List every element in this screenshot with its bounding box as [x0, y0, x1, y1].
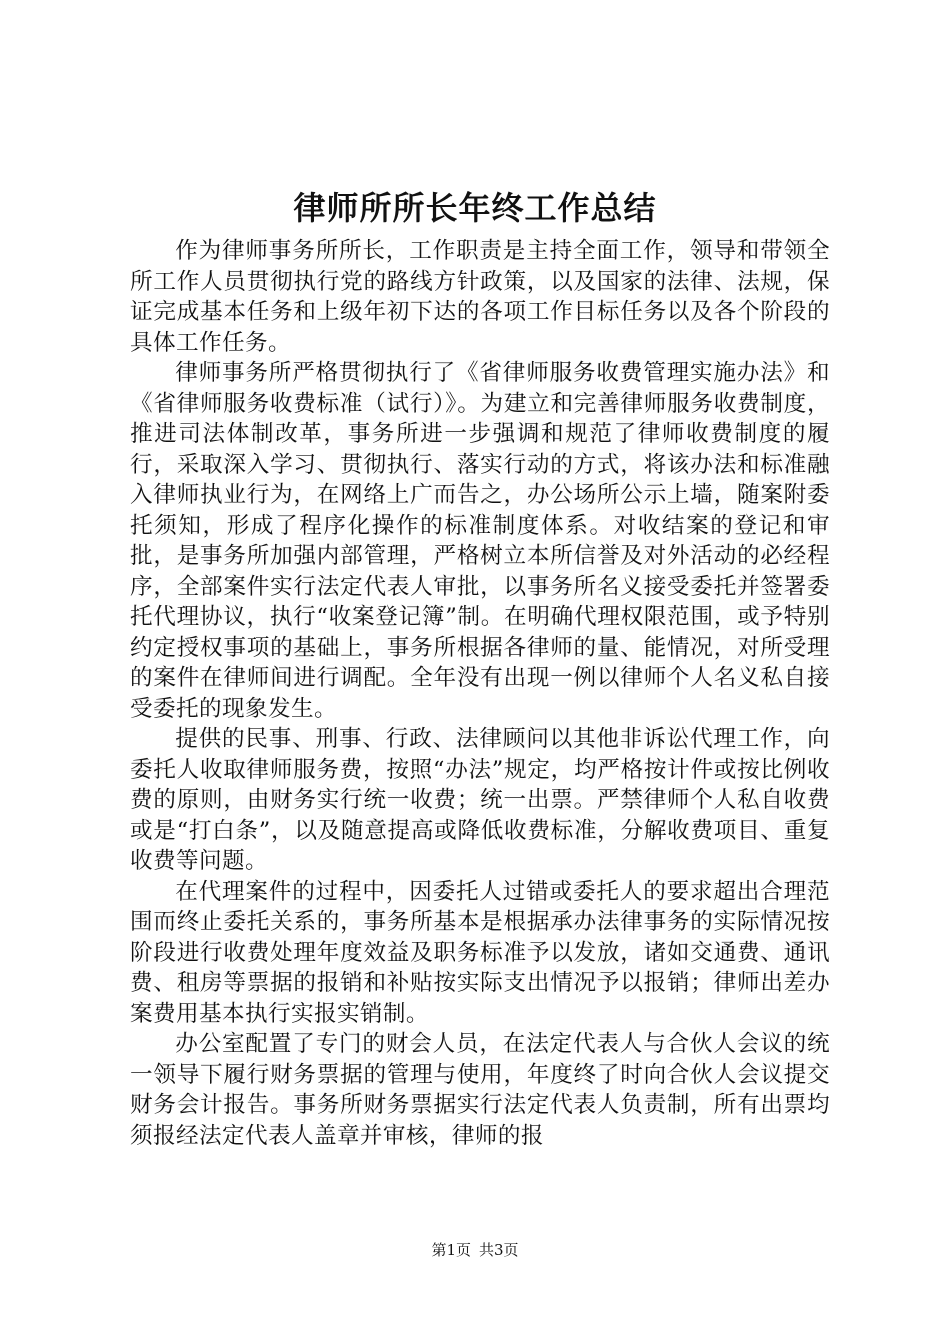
paragraph: 办公室配置了专门的财会人员，在法定代表人与合伙人会议的统一领导下履行财务票据的管理与使用，年度终了时向合伙人会议提交财务会计报告。事务所财务票据实行法定代表人负责制，所有出票均须报经法定代表人盖章并审核，律师的报	[130, 1031, 830, 1149]
paragraph: 律师事务所严格贯彻执行了《省律师服务收费管理实施办法》和《省律师服务收费标准（试行）》。为建立和完善律师服务收费制度，推进司法体制改革，事务所进一步强调和规范了律师收费制度的履行，采取深入学习、贯彻执行、落实行动的方式，将该办法和标准融入律师执业行为，在网络上广而告之，办公场所公示上墙，随案附委托须知，形成了程序化操作的标准制度体系。对收结案的登记和审批，是事务所加强内部管理，严格树立本所信誉及对外活动的必经程序，全部案件实行法定代表人审批，以事务所名义接受委托并签署委托代理协议，执行“收案登记簿”制。在明确代理权限范围，或予特别约定授权事项的基础上，事务所根据各律师的量、能情况，对所受理的案件在律师间进行调配。全年没有出现一例以律师个人名义私自接受委托的现象发生。	[130, 360, 830, 722]
document-title: 律师所所长年终工作总结	[293, 189, 657, 227]
document-body	[130, 236, 830, 1151]
paragraph: 作为律师事务所所长，工作职责是主持全面工作，领导和带领全所工作人员贯彻执行党的路线方针政策，以及国家的法律、法规，保证完成基本任务和上级年初下达的各项工作目标任务以及各个阶段的具体工作任务。	[130, 238, 830, 356]
paragraph: 在代理案件的过程中，因委托人过错或委托人的要求超出合理范围而终止委托关系的，事务所基本是根据承办法律事务的实际情况按阶段进行收费处理年度效益及职务标准予以发放，诸如交通费、通讯费、租房等票据的报销和补贴按实际支出情况予以报销；律师出差办案费用基本执行实报实销制。	[130, 878, 830, 1027]
page-total: 共3页	[479, 1241, 519, 1259]
paragraph: 提供的民事、刑事、行政、法律顾问以其他非诉讼代理工作，向委托人收取律师服务费，按照“办法”规定，均严格按计件或按比例收费的原则，由财务实行统一收费；统一出票。严禁律师个人私自收费或是“打白条”，以及随意提高或降低收费标准，分解收费项目、重复收费等问题。	[130, 726, 830, 874]
page-number: 第1页	[431, 1241, 471, 1259]
page-footer	[0, 1240, 950, 1260]
